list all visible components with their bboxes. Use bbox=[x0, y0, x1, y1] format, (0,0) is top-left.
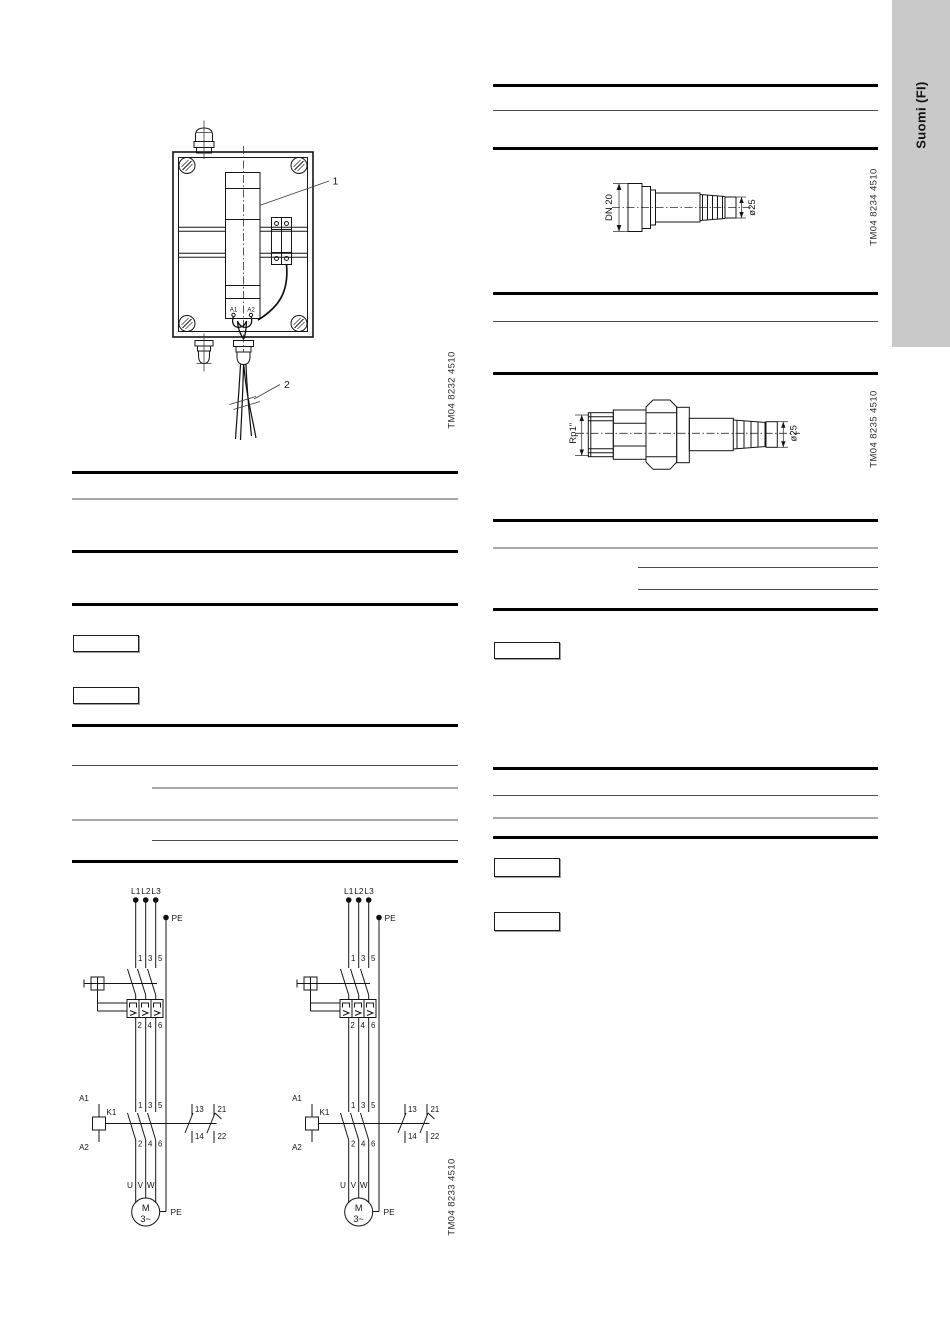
rule-divider bbox=[638, 589, 878, 590]
dim-right-label: ø25 bbox=[747, 199, 758, 216]
dim-right-label: ø25 bbox=[788, 425, 800, 442]
figure-union-hose-fitting bbox=[585, 175, 770, 245]
figure-wiring-diagram-left bbox=[78, 880, 230, 1245]
rule-divider bbox=[493, 519, 878, 522]
label-13: 13 bbox=[408, 1105, 417, 1114]
label-w: W bbox=[146, 1181, 155, 1190]
label-3: 3 bbox=[148, 954, 153, 963]
label-w: W bbox=[359, 1181, 368, 1190]
label-1: 1 bbox=[351, 1101, 356, 1110]
circuit-breaker-symbol bbox=[297, 954, 376, 1000]
label-3: 3 bbox=[361, 954, 366, 963]
callout-2 bbox=[254, 379, 290, 399]
label-motor-3ph: 3~ bbox=[140, 1214, 152, 1224]
rule-divider bbox=[493, 836, 878, 839]
label-k1: K1 bbox=[319, 1108, 330, 1117]
label-5: 5 bbox=[371, 1101, 376, 1110]
figure-nipple-hose-fitting bbox=[565, 396, 805, 474]
rule-divider bbox=[493, 147, 878, 150]
rule-divider bbox=[493, 608, 878, 611]
label-pe-motor: PE bbox=[170, 1207, 182, 1217]
figure-number-label: TM04 8234 4510 bbox=[868, 168, 880, 246]
rule-divider bbox=[638, 567, 878, 568]
label-4: 4 bbox=[148, 1139, 153, 1149]
callout-1 bbox=[260, 176, 339, 206]
label-u: U bbox=[340, 1181, 346, 1190]
cable-gland-bottom-left bbox=[195, 334, 213, 372]
label-1: 1 bbox=[138, 1101, 143, 1110]
label-2: 2 bbox=[350, 1021, 355, 1030]
label-6: 6 bbox=[158, 1021, 163, 1030]
fitting-body bbox=[588, 400, 777, 469]
overload-relay-symbol bbox=[311, 990, 377, 1030]
label-22: 22 bbox=[430, 1132, 440, 1141]
language-tab bbox=[892, 0, 950, 347]
label-pe: PE bbox=[384, 913, 396, 923]
figure-wiring-diagram-right bbox=[291, 880, 443, 1245]
rule-divider bbox=[72, 724, 458, 727]
rule-divider bbox=[493, 321, 878, 322]
label-a1: A1 bbox=[79, 1094, 89, 1103]
corner-screw-icon bbox=[179, 316, 195, 332]
label-l1: L1 bbox=[344, 886, 354, 896]
label-3: 3 bbox=[148, 1101, 153, 1110]
label-k1: K1 bbox=[106, 1108, 117, 1117]
label-5: 5 bbox=[158, 954, 163, 963]
figure-number-label: TM04 8235 4510 bbox=[868, 390, 880, 468]
rule-divider bbox=[72, 860, 458, 863]
language-tab-label: Suomi (FI) bbox=[913, 81, 929, 149]
rule-divider bbox=[493, 110, 878, 111]
label-4: 4 bbox=[361, 1139, 366, 1149]
terminal-block bbox=[272, 218, 292, 265]
label-21: 21 bbox=[217, 1105, 227, 1114]
rule-divider bbox=[493, 372, 878, 375]
callout-2-label: 2 bbox=[284, 379, 290, 391]
rule-divider bbox=[72, 603, 458, 606]
rule-divider bbox=[493, 767, 878, 770]
rule-divider bbox=[493, 547, 878, 549]
label-4: 4 bbox=[360, 1021, 365, 1030]
label-5: 5 bbox=[158, 1101, 163, 1110]
dim-left-label: DN 20 bbox=[604, 194, 615, 221]
label-l3: L3 bbox=[364, 886, 374, 896]
label-22: 22 bbox=[217, 1132, 227, 1141]
rule-divider bbox=[72, 498, 458, 500]
contactor-unit bbox=[226, 173, 261, 319]
label-l2: L2 bbox=[354, 886, 364, 896]
label-14: 14 bbox=[195, 1132, 204, 1141]
label-14: 14 bbox=[408, 1132, 417, 1141]
label-motor-m: M bbox=[141, 1203, 150, 1213]
external-cable bbox=[230, 365, 261, 441]
label-a2: A2 bbox=[292, 1143, 302, 1152]
rule-divider bbox=[152, 787, 458, 789]
label-pe-motor: PE bbox=[383, 1207, 395, 1217]
note-box bbox=[73, 687, 139, 704]
label-motor-3ph: 3~ bbox=[353, 1214, 365, 1224]
dimension-d25 bbox=[777, 422, 799, 448]
label-motor-m: M bbox=[354, 1203, 363, 1213]
callout-1-label: 1 bbox=[332, 175, 339, 188]
figure-number-label: TM04 8233 4510 bbox=[446, 1158, 458, 1236]
rule-divider bbox=[72, 765, 458, 766]
label-4: 4 bbox=[147, 1021, 152, 1030]
label-21: 21 bbox=[430, 1105, 440, 1114]
label-6: 6 bbox=[371, 1139, 376, 1149]
figure-number-label: TM04 8232 4510 bbox=[446, 351, 458, 429]
overload-relay-symbol bbox=[98, 990, 164, 1030]
terminal-a1-label: A1 bbox=[229, 306, 238, 314]
label-3: 3 bbox=[361, 1101, 366, 1110]
label-13: 13 bbox=[195, 1105, 204, 1114]
label-2: 2 bbox=[351, 1139, 356, 1149]
corner-screw-icon bbox=[291, 316, 307, 332]
label-l1: L1 bbox=[131, 886, 141, 896]
rule-divider bbox=[493, 292, 878, 295]
label-a2: A2 bbox=[79, 1143, 89, 1152]
cable-gland-top bbox=[194, 121, 214, 160]
rule-divider bbox=[493, 817, 878, 819]
label-pe: PE bbox=[171, 913, 183, 923]
label-2: 2 bbox=[138, 1139, 143, 1149]
rule-divider bbox=[72, 550, 458, 553]
note-box bbox=[73, 635, 139, 652]
label-1: 1 bbox=[138, 954, 143, 963]
note-box bbox=[494, 642, 560, 659]
circuit-breaker-symbol bbox=[84, 954, 163, 1000]
dim-left-label: Rp1" bbox=[568, 422, 579, 444]
note-box bbox=[494, 858, 560, 877]
label-v: V bbox=[137, 1181, 144, 1190]
dimension-rp1 bbox=[568, 415, 589, 456]
label-v: V bbox=[350, 1181, 357, 1190]
figure-control-box bbox=[90, 115, 360, 450]
label-l2: L2 bbox=[141, 886, 151, 896]
label-u: U bbox=[127, 1181, 133, 1190]
label-a1: A1 bbox=[292, 1094, 302, 1103]
label-l3: L3 bbox=[151, 886, 161, 896]
terminal-a2-label: A2 bbox=[247, 306, 255, 314]
label-2: 2 bbox=[137, 1021, 142, 1030]
note-box bbox=[494, 912, 560, 931]
label-6: 6 bbox=[371, 1021, 376, 1030]
label-1: 1 bbox=[351, 954, 356, 963]
rule-divider bbox=[72, 471, 458, 474]
rule-divider bbox=[493, 84, 878, 87]
label-6: 6 bbox=[158, 1139, 163, 1149]
label-5: 5 bbox=[371, 954, 376, 963]
rule-divider bbox=[493, 795, 878, 796]
corner-screw-icon bbox=[291, 158, 307, 174]
cable-gland-bottom-center bbox=[234, 341, 254, 365]
rule-divider bbox=[152, 840, 458, 841]
rule-divider bbox=[72, 819, 458, 821]
corner-screw-icon bbox=[179, 158, 195, 174]
